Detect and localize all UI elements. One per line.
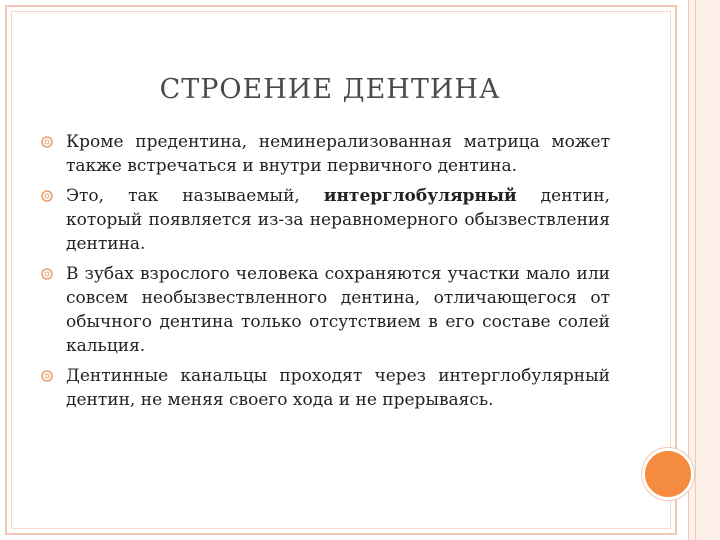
slide-title: СТРОЕНИЕ ДЕНТИНА <box>159 74 501 105</box>
bullet-text-bold: интерглобулярный <box>323 186 517 206</box>
bullet-item <box>40 184 610 256</box>
bullet-text: Дентинные канальцы проходят через интерглобулярный дентин, не меняя своего хода и не прерываясь. <box>66 366 610 410</box>
bullet-item <box>40 364 610 412</box>
ring-bullet-icon <box>40 189 54 203</box>
bullet-list <box>40 130 610 418</box>
ring-bullet-icon <box>40 369 54 383</box>
orange-circle-decor <box>642 448 694 500</box>
bullet-text: Кроме предентина, неминерализованная матрица может также встречаться и внутри первичного дентина. <box>66 132 610 176</box>
right-decor-bar <box>688 0 720 540</box>
bullet-item <box>40 130 610 178</box>
bullet-item <box>40 262 610 358</box>
bullet-text-post: дентин, который появляется из-за неравномерного обызвествления дентина. <box>66 186 611 254</box>
ring-bullet-icon <box>40 135 54 149</box>
bullet-text-pre: Это, так называемый, <box>66 186 324 206</box>
bullet-text: В зубах взрослого человека сохраняются участки мало или совсем необызвествленного дентина, отличающегося от обычного дентина только отсутствием в его составе солей кальция. <box>66 264 610 356</box>
ring-bullet-icon <box>40 267 54 281</box>
right-decor-line <box>695 0 696 540</box>
